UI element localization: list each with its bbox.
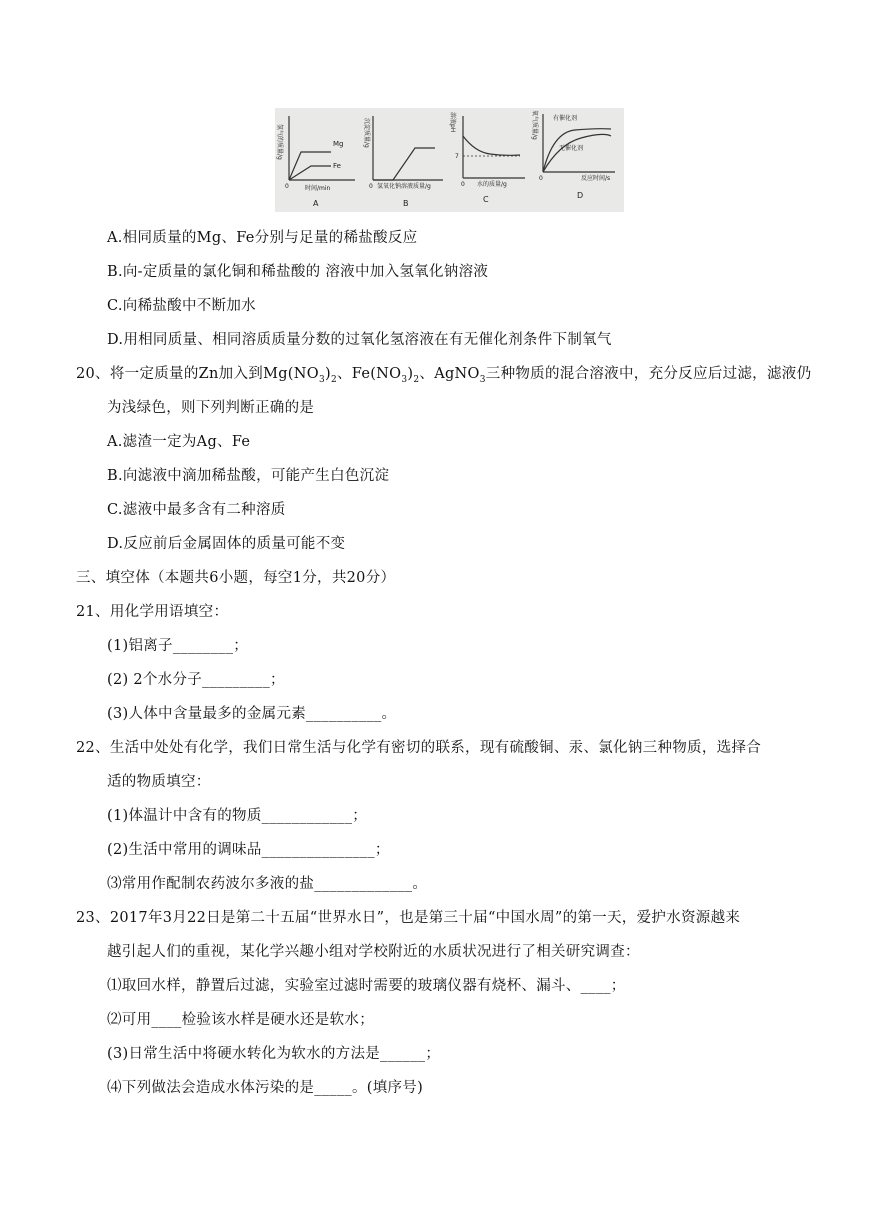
origin-b: 0	[369, 183, 373, 190]
subscript: 3	[479, 374, 486, 385]
q23-stem-line1: 23、2017年3月22日是第二十五届“世界水日”，也是第三十届“中国水周”的第一天，爱护水资源越来	[76, 910, 741, 926]
q23-part-3: (3)日常生活中将硬水转化为软水的方法是______；	[107, 1046, 441, 1062]
panel-letter-c: C	[483, 195, 489, 204]
q20-text-5: 、AgNO	[419, 366, 480, 382]
series-label-fe: Fe	[333, 162, 341, 170]
panel-a	[276, 116, 355, 208]
q20-text-4: )	[407, 366, 414, 382]
series-label-catalyst: 有催化剂	[553, 115, 578, 122]
q20-option-a: A.滤渣一定为Ag、Fe	[107, 434, 251, 450]
subscript: 3	[401, 374, 408, 385]
q23-stem-line2: 越引起人们的重视，某化学兴趣小组对学校附近的水质状况进行了相关研究调查：	[107, 944, 640, 960]
q20-option-b: B.向滤液中滴加稀盐酸，可能产生白色沉淀	[107, 468, 390, 484]
origin-d: 0	[539, 175, 543, 182]
q20-option-c: C.滤液中最多含有二种溶质	[107, 502, 286, 518]
q22-stem-line1: 22、生活中处处有化学，我们日常生活与化学有密切的联系，现有硫酸铜、汞、氯化钠三种物质，选择合	[76, 740, 762, 756]
x-axis-label-c: 水的质量/g	[477, 181, 507, 188]
q23-part-2: ⑵可用____检验该水样是硬水还是软水；	[107, 1012, 374, 1028]
q20-stem-line2: 为浅绿色，则下列判断正确的是	[107, 400, 315, 416]
series-label-mg: Mg	[333, 140, 344, 148]
q19-option-c: C.向稀盐酸中不断加水	[107, 298, 256, 314]
q21-part-2: (2) 2个水分子_________；	[107, 672, 285, 688]
q22-part-3: ⑶常用作配制农药波尔多液的盐_____________。	[107, 876, 428, 892]
tick-7: 7	[455, 153, 459, 160]
subscript: 3	[318, 374, 325, 385]
q21-part-1: (1)铝离子________；	[107, 638, 249, 654]
curve-fe	[289, 166, 331, 180]
q20-text-6: 三种物质的混合溶液中，充分反应后过滤，滤液仍	[485, 366, 812, 382]
panel-d	[531, 110, 615, 200]
panel-c	[449, 112, 525, 204]
q22-part-1: (1)体温计中含有的物质____________；	[107, 808, 368, 824]
q23-part-4: ⑷下列做法会造成水体污染的是_____。(填序号)	[107, 1080, 424, 1096]
four-panel-graphs	[275, 108, 624, 212]
subscript: 2	[330, 374, 337, 385]
y-axis-label-c: 溶液pH	[449, 112, 456, 133]
panel-letter-a: A	[313, 199, 319, 208]
graph-figure	[275, 108, 624, 212]
x-axis-label-b: 氢氧化钠溶液质量/g	[377, 183, 431, 190]
q20-stem-line1	[76, 362, 811, 385]
origin-c: 0	[461, 181, 465, 188]
q20-option-d: D.反应前后金属固体的质量可能不变	[107, 536, 346, 552]
curve-without-catalyst	[543, 134, 611, 172]
q20-text-3: 、Fe(NO	[336, 366, 402, 382]
q21-part-3: (3)人体中含量最多的金属元素__________。	[107, 706, 397, 722]
q22-stem-line2: 适的物质填空：	[107, 774, 211, 790]
q20-text-1: 20、将一定质量的Zn加入到Mg(NO	[76, 366, 319, 382]
q22-part-2: (2)生活中常用的调味品_______________；	[107, 842, 390, 858]
q23-part-1: ⑴取回水样，静置后过滤，实验室过滤时需要的玻璃仪器有烧杯、漏斗、____；	[107, 978, 626, 994]
q19-option-b: B.向-定质量的氯化铜和稀盐酸的 溶液中加入氢氧化钠溶液	[107, 264, 489, 280]
series-label-no-catalyst: 无催化剂	[559, 145, 584, 152]
curve-c	[463, 136, 520, 155]
y-axis-label-d: 氧气质量/g	[531, 110, 538, 140]
q19-option-a: A.相同质量的Mg、Fe分别与足量的稀盐酸反应	[107, 230, 418, 246]
subscript: 2	[413, 374, 420, 385]
origin-a: 0	[285, 183, 289, 190]
q20-text-2: )	[324, 366, 331, 382]
x-axis-label-d: 反应时间/s	[581, 175, 611, 182]
curve-b	[373, 148, 435, 180]
y-axis-label-a: 氢气的质量/g	[276, 124, 283, 160]
x-axis-label-a: 时间/min	[305, 185, 331, 192]
panel-letter-b: B	[403, 199, 409, 208]
panel-b	[363, 116, 443, 208]
section-3-heading: 三、填空体（本题共6小题，每空1分，共20分）	[76, 570, 396, 586]
y-axis-label-b: 沉淀质量/g	[363, 118, 370, 148]
q21-stem: 21、用化学用语填空：	[76, 604, 229, 620]
panel-letter-d: D	[577, 191, 584, 200]
q19-option-d: D.用相同质量、相同溶质质量分数的过氧化氢溶液在有无催化剂条件下制氧气	[107, 332, 612, 348]
